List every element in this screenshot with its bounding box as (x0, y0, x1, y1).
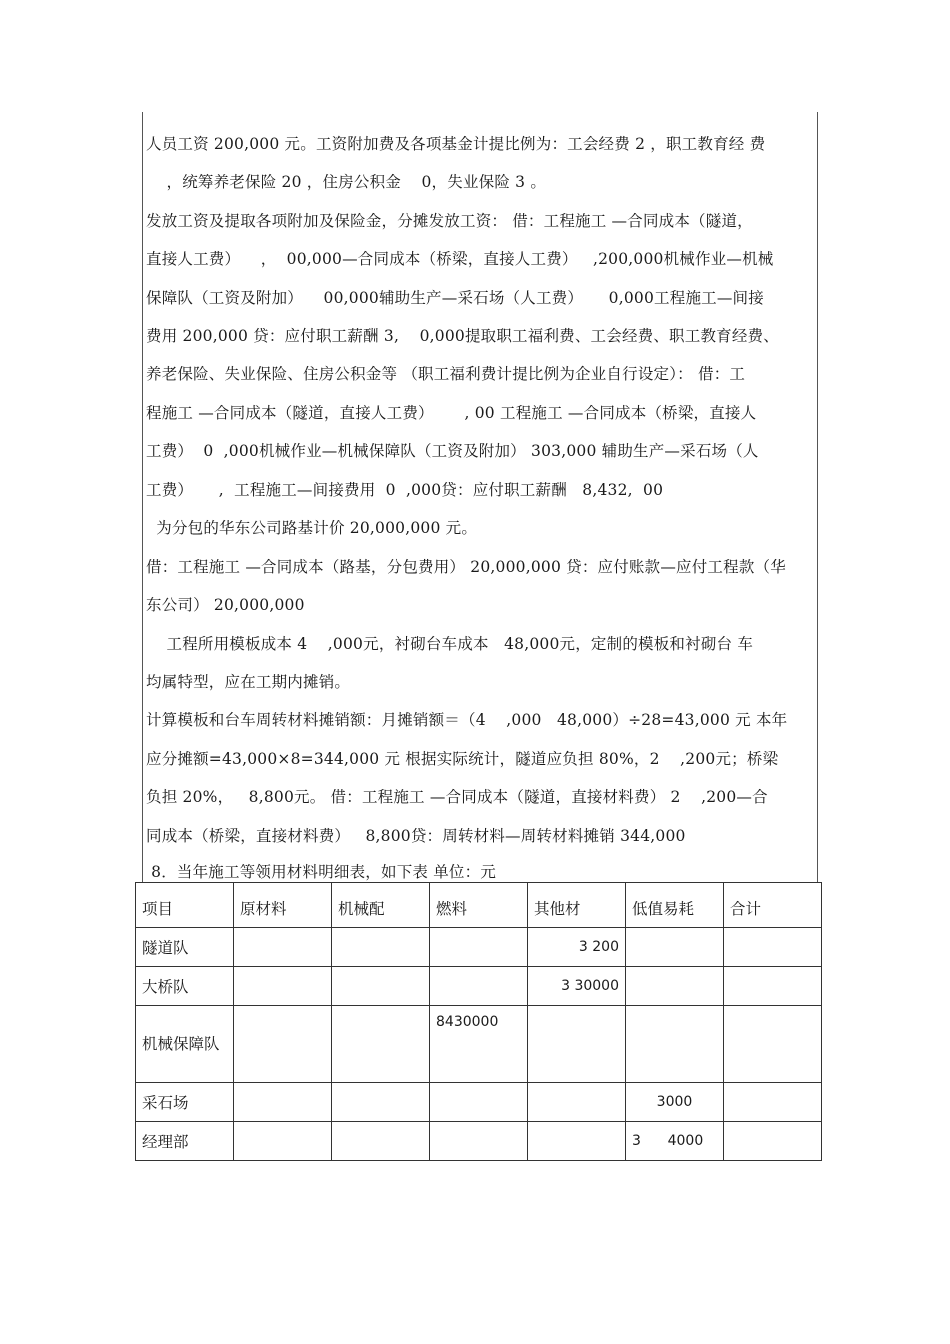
table-row (136, 928, 822, 967)
table-cell: 大桥队 (136, 967, 234, 1006)
text-line: 费用 200,000 贷：应付职工薪酬 3, 0,000提取职工福利费、工会经费、职工教育经费、 (146, 327, 779, 345)
table-cell: 3 30000 (528, 967, 626, 1006)
table-row (136, 1083, 822, 1122)
column-header: 其他材 (528, 883, 626, 928)
table-cell (430, 1122, 528, 1161)
text-line: 发放工资及提取各项附加及保险金，分摊发放工资： 借：工程施工 —合同成本（隧道， (146, 212, 753, 230)
table-row (136, 1122, 822, 1161)
table-cell: 隧道队 (136, 928, 234, 967)
table-cell: 3 4000 (626, 1122, 724, 1161)
table-cell (724, 1122, 822, 1161)
text-line: 东公司） 20,000,000 (146, 596, 305, 614)
text-line: 工费） , 工程施工—间接费用 0 ,000贷：应付职工薪酬 8,432, 00 (146, 481, 664, 499)
text-line: 直接人工费） ， 00,000—合同成本（桥梁，直接人工费） ,200,000机械作业—机械 (146, 250, 774, 268)
column-header: 燃料 (430, 883, 528, 928)
table-cell: 经理部 (136, 1122, 234, 1161)
column-header: 原材料 (234, 883, 332, 928)
table-cell (724, 928, 822, 967)
table-cell: 采石场 (136, 1083, 234, 1122)
text-line: 负担 20%， 8,800元。 借：工程施工 —合同成本（隧道，直接材料费） 2 ,200—合 (146, 788, 768, 806)
text-line: 保障队（工资及附加） 00,000辅助生产—采石场（人工费） 0,000工程施工—间接 (146, 289, 764, 307)
table-cell (332, 1122, 430, 1161)
table-cell (234, 1122, 332, 1161)
text-line: 养老保险、失业保险、住房公积金等 （职工福利费计提比例为企业自行设定）： 借：工 (146, 365, 746, 383)
text-line: 应分摊额=43,000×8=344,000 元 根据实际统计，隧道应负担 80%，2 ,200元；桥梁 (146, 750, 779, 768)
text-line: 工费） 0 ,000机械作业—机械保障队（工资及附加） 303,000 辅助生产—采石场（人 (146, 442, 759, 460)
table-cell (430, 967, 528, 1006)
table-caption: 8．当年施工等领用材料明细表，如下表 单位：元 (146, 863, 497, 881)
text-line: 为分包的华东公司路基计价 20,000,000 元。 (146, 519, 478, 537)
column-header: 合计 (724, 883, 822, 928)
text-line: 程施工 —合同成本（隧道，直接人工费） , 00 工程施工 —合同成本（桥梁，直接人 (146, 404, 757, 422)
left-border (142, 112, 143, 882)
text-line: 工程所用模板成本 4 ,000元，衬砌台车成本 48,000元，定制的模板和衬砌台 车 (146, 635, 754, 653)
table-cell (332, 967, 430, 1006)
table-cell (626, 967, 724, 1006)
table-cell (626, 928, 724, 967)
table-cell (528, 1083, 626, 1122)
column-header: 机械配 (332, 883, 430, 928)
text-line: 同成本（桥梁，直接材料费） 8,800贷：周转材料—周转材料摊销 344,000 (146, 827, 686, 845)
table-cell (528, 1122, 626, 1161)
column-header: 项目 (136, 883, 234, 928)
table-cell: 机械保障队 (136, 1006, 234, 1083)
table-cell (724, 1083, 822, 1122)
table-cell (234, 1083, 332, 1122)
table-cell: 8430000 (430, 1006, 528, 1083)
text-line: 计算模板和台车周转材料摊销额：月摊销额＝（4 ,000 48,000）÷28=43,000 元 本年 (146, 711, 788, 729)
materials-table (135, 882, 822, 1161)
column-header: 低值易耗 (626, 883, 724, 928)
table-row (136, 967, 822, 1006)
table-cell (430, 1083, 528, 1122)
table-cell (332, 1083, 430, 1122)
table-cell (430, 928, 528, 967)
text-line: 均属特型，应在工期内摊销。 (146, 673, 351, 691)
table-cell (724, 1006, 822, 1083)
table-row (136, 1006, 822, 1083)
table-cell (234, 967, 332, 1006)
table-cell (528, 1006, 626, 1083)
table-cell (724, 967, 822, 1006)
text-line: 借：工程施工 —合同成本（路基，分包费用） 20,000,000 贷：应付账款—应付工程款（华 (146, 558, 786, 576)
text-line: 人员工资 200,000 元。工资附加费及各项基金计提比例为：工会经费 2 ，职工教育经 费 (146, 135, 766, 153)
table-cell (626, 1006, 724, 1083)
table-cell (332, 1006, 430, 1083)
right-border (817, 112, 818, 882)
text-line: ，统筹养老保险 20 ，住房公积金 0，失业保险 3 。 (146, 173, 547, 191)
table-cell: 3 200 (528, 928, 626, 967)
table-cell (234, 928, 332, 967)
table-header-row (136, 883, 822, 928)
table-cell (332, 928, 430, 967)
table-cell: 3000 (626, 1083, 724, 1122)
table-cell (234, 1006, 332, 1083)
